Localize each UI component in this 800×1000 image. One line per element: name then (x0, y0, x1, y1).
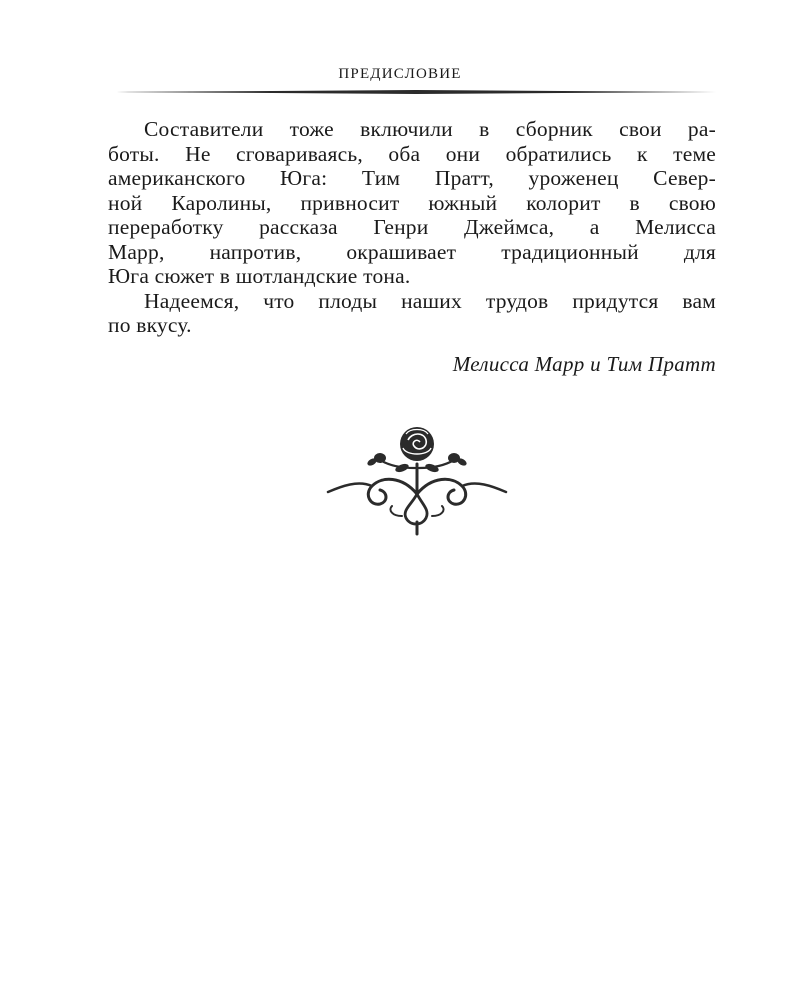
paragraph-line: Надеемся, что плоды наших трудов придутся вам (144, 288, 716, 313)
body-text (108, 117, 716, 338)
paragraph-line: Марр, напротив, окрашивает традиционный для (108, 239, 716, 264)
rose-flourish-icon (322, 424, 512, 540)
paragraph-line: переработку рассказа Генри Джеймса, а Мелисса (108, 215, 716, 239)
paragraph-line: по вкусу. (108, 313, 192, 337)
running-head: ПРЕДИСЛОВИЕ (338, 66, 462, 82)
paragraph-line: Составители тоже включили в сборник свои ра- (144, 117, 716, 141)
paragraph-line: Юга сюжет в шотландские тона. (108, 264, 411, 288)
author-signature: Мелисса Марр и Тим Пратт (452, 352, 716, 376)
paragraph-line: американского Юга: Тим Пратт, уроженец Север- (108, 166, 716, 190)
paragraph-line: ной Каролины, привносит южный колорит в свою (108, 190, 716, 215)
paragraph-line: боты. Не сговариваясь, оба они обратились к теме (108, 141, 716, 166)
header-rule (116, 90, 716, 94)
